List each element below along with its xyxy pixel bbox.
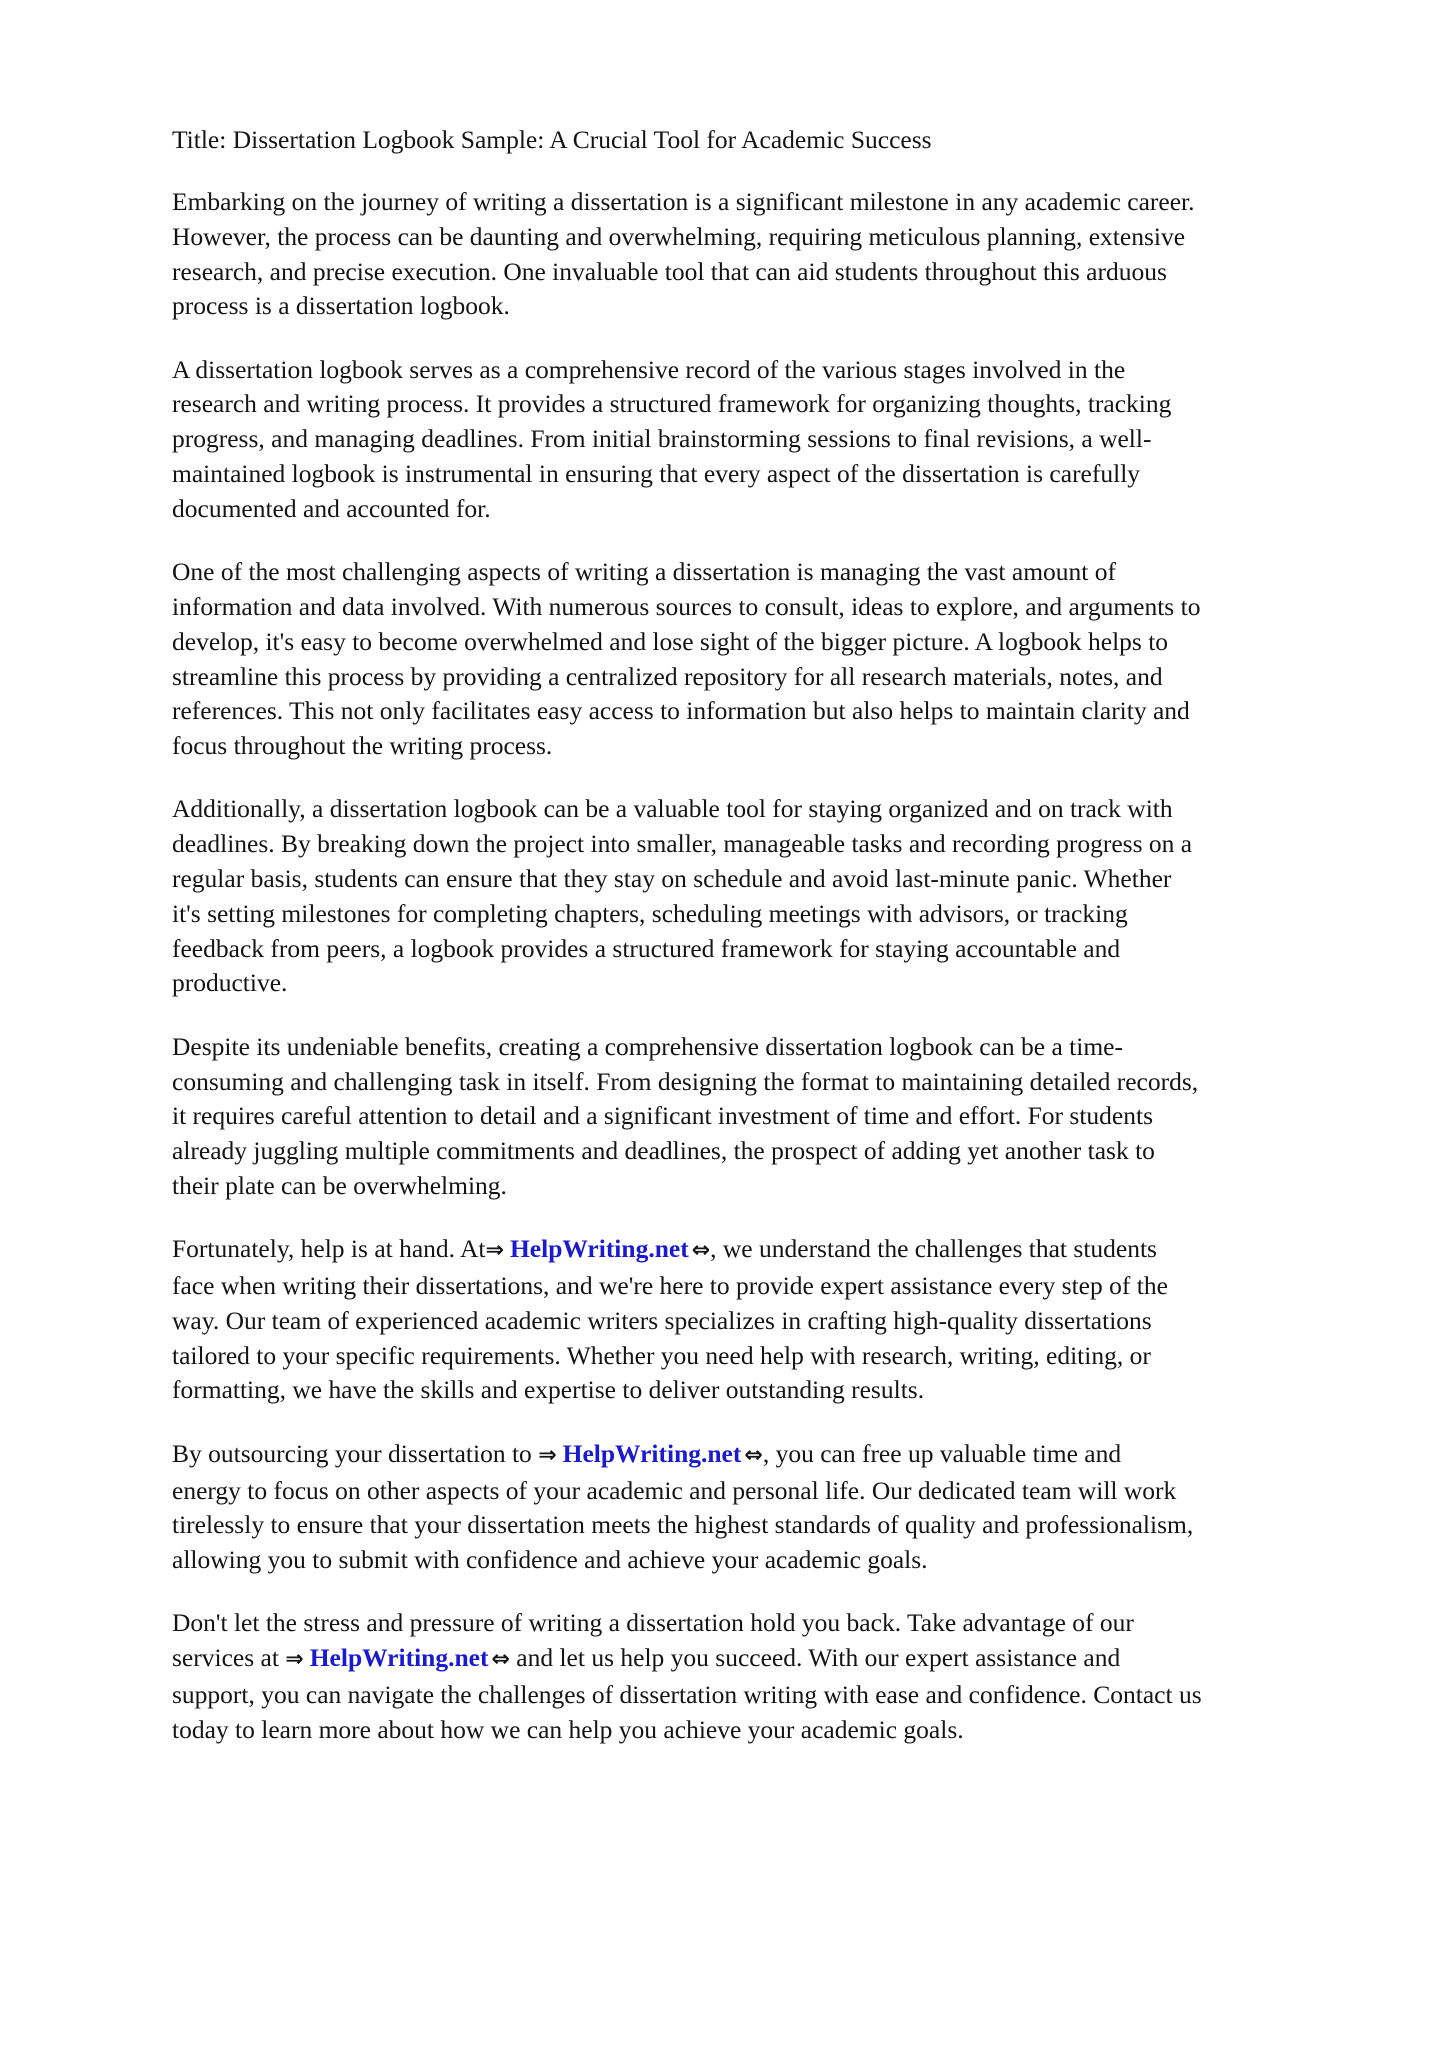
text-line: Embarking on the journey of writing a dissertation is a significant milestone in any academic career. bbox=[172, 187, 1195, 216]
helpwriting-link[interactable]: HelpWriting.net bbox=[309, 1643, 489, 1673]
text-line: information and data involved. With numerous sources to consult, ideas to explore, and arguments to bbox=[172, 591, 1201, 621]
text-line: their plate can be overwhelming. bbox=[172, 1170, 507, 1200]
text-line: deadlines. By breaking down the project into smaller, manageable tasks and recording progress on a bbox=[172, 829, 1193, 859]
text-line: consuming and challenging task in itself. From designing the format to maintaining detailed records, bbox=[172, 1066, 1199, 1096]
text-line: productive. bbox=[172, 968, 288, 998]
text-line: Additionally, a dissertation logbook can be a valuable tool for staying organized and on track with bbox=[172, 794, 1173, 824]
text-line: process is a dissertation logbook. bbox=[172, 291, 510, 321]
text-segment: By outsourcing your dissertation to bbox=[172, 1438, 539, 1468]
text-segment: , we understand the challenges that students bbox=[710, 1234, 1157, 1264]
text-line-with-link bbox=[172, 1437, 1372, 1474]
text-line: formatting, we have the skills and expertise to deliver outstanding results. bbox=[172, 1375, 925, 1405]
text-line: research, and precise execution. One invaluable tool that can aid students throughout this arduous bbox=[172, 256, 1167, 286]
text-line: Despite its undeniable benefits, creating a comprehensive dissertation logbook can be a time- bbox=[172, 1031, 1123, 1061]
text-line: research and writing process. It provides a structured framework for organizing thoughts, tracking bbox=[172, 389, 1172, 419]
text-line: energy to focus on other aspects of your academic and personal life. Our dedicated team will work bbox=[172, 1475, 1177, 1505]
text-line: already juggling multiple commitments and deadlines, the prospect of adding yet another task to bbox=[172, 1136, 1155, 1166]
text-line: support, you can navigate the challenges of dissertation writing with ease and confidence. Contact us bbox=[172, 1679, 1202, 1709]
helpwriting-link[interactable]: HelpWriting.net bbox=[509, 1234, 689, 1264]
text-line: it requires careful attention to detail and a significant investment of time and effort. For students bbox=[172, 1101, 1154, 1131]
paragraph-outsourcing bbox=[172, 1437, 1372, 1578]
text-line: documented and accounted for. bbox=[172, 493, 491, 523]
double-arrow-right-icon: ⇒ bbox=[538, 1442, 557, 1468]
paragraph-deadlines bbox=[172, 792, 1372, 1001]
text-line: it's setting milestones for completing chapters, scheduling meetings with advisors, or tracking bbox=[172, 898, 1128, 928]
text-line: tirelessly to ensure that your dissertation meets the highest standards of quality and professionalism, bbox=[172, 1510, 1194, 1540]
text-line: Don't let the stress and pressure of writing a dissertation hold you back. Take advantage of our bbox=[172, 1608, 1134, 1638]
helpwriting-link[interactable]: HelpWriting.net bbox=[562, 1438, 742, 1468]
double-arrow-right-icon: ⇒ bbox=[485, 1238, 504, 1264]
paragraph-logbook-definition bbox=[172, 353, 1372, 527]
double-arrow-both-icon: ⇔ bbox=[491, 1647, 510, 1673]
text-segment: and let us help you succeed. With our expert assistance and bbox=[509, 1643, 1121, 1673]
text-line-with-link bbox=[172, 1232, 1372, 1269]
text-line: regular basis, students can ensure that they stay on schedule and avoid last-minute panic. Whether bbox=[172, 864, 1172, 894]
text-line: way. Our team of experienced academic writers specializes in crafting high-quality dissertations bbox=[172, 1305, 1152, 1335]
text-line: A dissertation logbook serves as a comprehensive record of the various stages involved in the bbox=[172, 354, 1126, 384]
text-line: feedback from peers, a logbook provides a structured framework for staying accountable and bbox=[172, 933, 1121, 963]
text-line: However, the process can be daunting and overwhelming, requiring meticulous planning, extensive bbox=[172, 221, 1186, 251]
text-line: streamline this process by providing a centralized repository for all research materials, notes, and bbox=[172, 661, 1163, 691]
paragraph-call-to-action bbox=[172, 1606, 1372, 1747]
double-arrow-both-icon: ⇔ bbox=[691, 1238, 711, 1264]
text-line-with-link bbox=[172, 1641, 1372, 1678]
text-line: today to learn more about how we can help you achieve your academic goals. bbox=[172, 1714, 964, 1744]
text-segment: Fortunately, help is at hand. At bbox=[172, 1234, 486, 1264]
paragraph-information-management bbox=[172, 555, 1372, 764]
paragraph-intro bbox=[172, 185, 1372, 324]
text-segment: services at bbox=[172, 1643, 286, 1673]
text-line: allowing you to submit with confidence and achieve your academic goals. bbox=[172, 1545, 928, 1575]
paragraph-help-offer bbox=[172, 1232, 1372, 1408]
text-segment: , you can free up valuable time and bbox=[762, 1438, 1122, 1468]
document-title: Title: Dissertation Logbook Sample: A Crucial Tool for Academic Success bbox=[172, 125, 932, 154]
text-line: tailored to your specific requirements. Whether you need help with research, writing, editing, or bbox=[172, 1340, 1151, 1370]
double-arrow-both-icon: ⇔ bbox=[744, 1442, 763, 1468]
text-line: face when writing their dissertations, and we're here to provide expert assistance every step of the bbox=[172, 1271, 1168, 1301]
text-line: develop, it's easy to become overwhelmed and lose sight of the bigger picture. A logbook helps to bbox=[172, 626, 1169, 656]
double-arrow-right-icon: ⇒ bbox=[285, 1647, 304, 1673]
document-page bbox=[172, 122, 1372, 1776]
text-line: maintained logbook is instrumental in ensuring that every aspect of the dissertation is carefully bbox=[172, 459, 1141, 489]
text-line: references. This not only facilitates easy access to information but also helps to maintain clarity and bbox=[172, 696, 1190, 726]
text-line: progress, and managing deadlines. From initial brainstorming sessions to final revisions, a well- bbox=[172, 424, 1152, 454]
text-line: focus throughout the writing process. bbox=[172, 731, 553, 761]
paragraph-challenges bbox=[172, 1030, 1372, 1204]
text-line: One of the most challenging aspects of writing a dissertation is managing the vast amount of bbox=[172, 557, 1116, 587]
